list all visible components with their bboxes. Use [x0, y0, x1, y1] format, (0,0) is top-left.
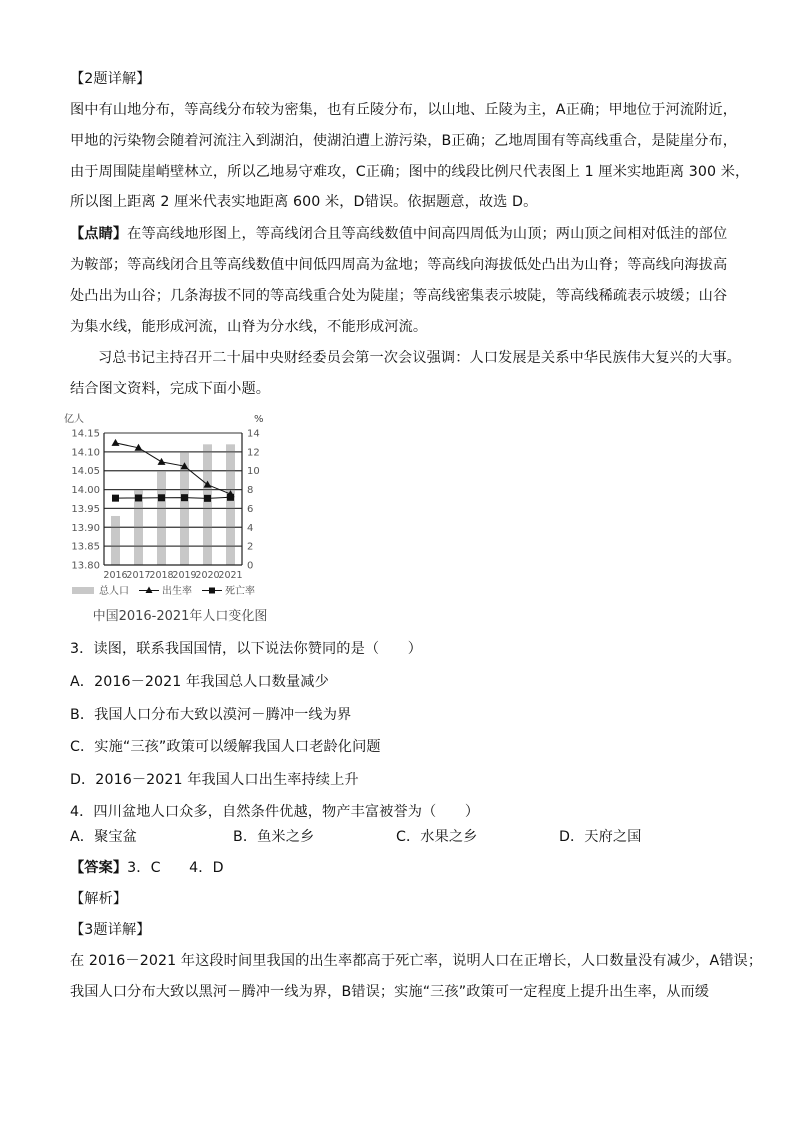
- analysis-heading: 【解析】: [70, 891, 128, 907]
- left-tick-label: 14.10: [71, 447, 100, 459]
- tip-label: 【点睛】: [70, 226, 128, 242]
- marker-square-2021: [227, 494, 234, 501]
- answer-text: 3．C 4．D: [127, 860, 224, 876]
- bars: [111, 444, 235, 565]
- tip-line-1: [70, 225, 727, 243]
- marker-triangle-2018: [158, 458, 166, 465]
- marker-square-2020: [204, 495, 211, 502]
- x-tick-label: 2020: [195, 570, 220, 581]
- marker-square-2016: [112, 495, 119, 502]
- answer-label: 【答案】: [70, 860, 128, 876]
- legend: [72, 584, 255, 597]
- x-tick-label: 2017: [126, 570, 151, 581]
- left-tick-label: 13.95: [71, 503, 100, 515]
- x-tick-label: 2018: [149, 570, 174, 581]
- legend-label: 总人口: [99, 586, 129, 597]
- bar-2021: [226, 444, 235, 565]
- q3-option-c: C．实施“三孩”政策可以缓解我国人口老龄化问题: [70, 739, 381, 755]
- tip-line-2: 为鞍部；等高线闭合且等高线数值中间低四周高为盆地；等高线向海拔低处凸出为山脊；等高线向海拔高: [70, 257, 728, 273]
- x-tick-label: 2019: [172, 570, 197, 581]
- q3-option-a: A．2016－2021 年我国总人口数量减少: [70, 674, 329, 690]
- right-tick-label: 2: [247, 541, 254, 553]
- legend-swatch-bar: [72, 587, 94, 594]
- bar-2018: [157, 471, 166, 565]
- q4-stem: 4．四川盆地人口众多，自然条件优越，物产丰富被誉为（ ）: [70, 804, 480, 820]
- legend-label: 出生率: [162, 586, 192, 597]
- section2-line-3: 由于周围陡崖峭壁林立，所以乙地易守难攻，C正确；图中的线段比例尺代表图上 1 厘米实地距离 300 米，: [70, 164, 750, 180]
- population-chart: [62, 408, 282, 628]
- marker-square-2017: [135, 494, 142, 501]
- right-tick-label: 14: [247, 428, 260, 440]
- x-tick-label: 2021: [218, 570, 243, 581]
- left-tick-label: 14.15: [71, 428, 100, 440]
- section2-line-4: 所以图上距离 2 厘米代表实地距离 600 米，D错误。依据题意，故选 D。: [70, 194, 538, 210]
- left-tick-label: 14.00: [71, 485, 100, 497]
- left-tick-label: 13.90: [71, 522, 100, 534]
- answer-line: [70, 859, 224, 877]
- section3-line-2: 我国人口分布大致以黑河－腾冲一线为界，B错误；实施“三孩”政策可一定程度上提升出生率，从而缓: [70, 984, 710, 1000]
- q4-option-d: D．天府之国: [559, 829, 642, 845]
- right-axis-label: %: [254, 414, 264, 425]
- section2-heading: 【2题详解】: [70, 71, 151, 87]
- axes: [104, 433, 242, 565]
- tip-line-3: 处凸出为山谷；几条海拔不同的等高线重合处为陡崖；等高线密集表示坡陡，等高线稀疏表示坡缓；山谷: [70, 288, 728, 304]
- section3-heading: 【3题详解】: [70, 922, 151, 938]
- q3-option-d: D．2016－2021 年我国人口出生率持续上升: [70, 772, 359, 788]
- bar-2016: [111, 516, 120, 565]
- right-tick-label: 4: [247, 522, 254, 534]
- q4-option-c: C．水果之乡: [396, 829, 478, 845]
- line-出生率: [116, 443, 231, 494]
- right-tick-label: 0: [247, 560, 254, 572]
- tip-line-4: 为集水线，能形成河流，山脊为分水线，不能形成河流。: [70, 319, 428, 335]
- intro-line-1: 习总书记主持召开二十届中央财经委员会第一次会议强调：人口发展是关系中华民族伟大复兴的大事。: [98, 350, 741, 366]
- chart-title: 中国2016-2021年人口变化图: [92, 609, 268, 624]
- right-tick-label: 8: [247, 485, 254, 497]
- chart-svg: [62, 408, 282, 628]
- q4-option-a: A．聚宝盆: [70, 829, 137, 845]
- right-tick-label: 6: [247, 503, 254, 515]
- grid-lines: [104, 433, 242, 565]
- q3-stem: 3．读图，联系我国国情，以下说法你赞同的是（ ）: [70, 641, 423, 657]
- legend-label: 死亡率: [225, 586, 255, 597]
- bar-2020: [203, 444, 212, 565]
- marker-triangle-2016: [112, 439, 120, 446]
- marker-square-2018: [158, 494, 165, 501]
- section2-line-1: 图中有山地分布，等高线分布较为密集，也有丘陵分布，以山地、丘陵为主，A正确；甲地位于河流附近，: [70, 102, 738, 118]
- q3-option-b: B．我国人口分布大致以漠河－腾冲一线为界: [70, 707, 352, 723]
- legend-marker-square: [209, 588, 215, 594]
- left-tick-label: 14.05: [71, 466, 100, 478]
- q4-option-b: B．鱼米之乡: [233, 829, 315, 845]
- left-tick-label: 13.80: [71, 560, 100, 572]
- x-tick-label: 2016: [103, 570, 128, 581]
- section2-line-2: 甲地的污染物会随着河流注入到湖泊，使湖泊遭上游污染，B正确；乙地周围有等高线重合，是陡崖分布，: [70, 133, 738, 149]
- marker-square-2019: [181, 494, 188, 501]
- right-tick-label: 10: [247, 466, 260, 478]
- left-tick-label: 13.85: [71, 541, 100, 553]
- left-axis-label: 亿人: [64, 414, 84, 425]
- legend-marker-triangle: [146, 587, 153, 594]
- line-死亡率: [116, 497, 231, 498]
- intro-line-2: 结合图文资料，完成下面小题。: [70, 381, 271, 397]
- section3-line-1: 在 2016－2021 年这段时间里我国的出生率都高于死亡率，说明人口在正增长，人口数量没有减少，A错误；: [70, 953, 763, 969]
- tip-text-1: 在等高线地形图上，等高线闭合且等高线数值中间高四周低为山顶；两山顶之间相对低洼的部位: [127, 226, 728, 242]
- right-tick-label: 12: [247, 447, 260, 459]
